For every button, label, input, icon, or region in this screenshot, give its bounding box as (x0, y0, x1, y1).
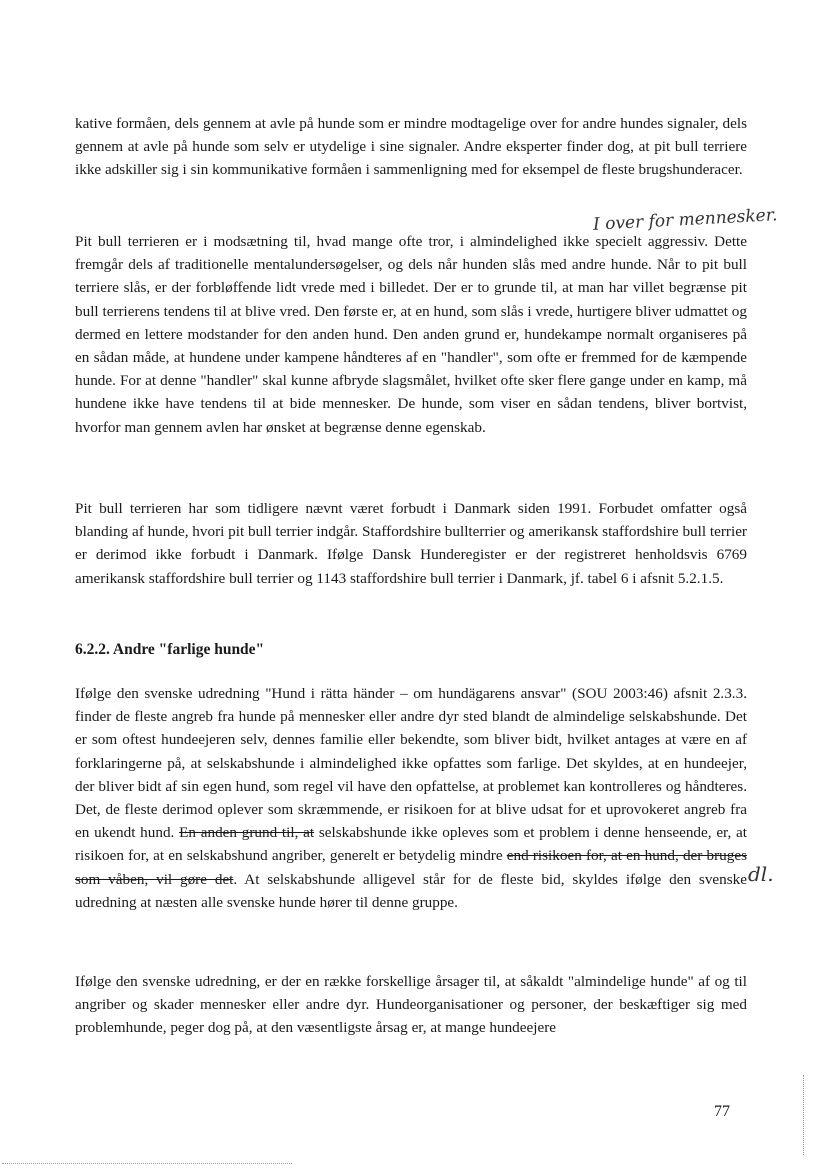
paragraph-4 (75, 682, 747, 914)
paragraph-5: Ifølge den svenske udredning, er der en række forskellige årsager til, at såkaldt "almindelige hunde" af og til angriber og skader mennesker eller andre dyr. Hundeorganisationer og personer, der beskæftiger sig med problemhunde, peger dog på, at den væsentligste årsag er, at mange hundeejere (75, 973, 747, 1037)
scan-bottom-mark (2, 1163, 292, 1165)
paragraph-1: kative formåen, dels gennem at avle på hunde som er mindre modtagelige over for andre hundes signaler, dels gennem at avle på hunde som selv er utydelige i sine signaler. Andre eksperter finder dog, at pit bull terriere ikke adskiller sig i sin kommunikative formåen i sammenligning med for eksempel de fleste brugshunderacer. (75, 115, 747, 179)
struck-text-1: En anden grund til, at (179, 824, 315, 842)
paragraph-4-text-c: . At selskabshunde alligevel står for de fleste bid, skyldes ifølge den svenske udredning at næsten alle svenske hunde hører til denne gruppe. (75, 870, 747, 911)
paragraph-4-text-b: selskabshunde ikke opleves som et problem i denne henseende, er, at risikoen for, at en selskabshund angriber, generelt er betydelig mindre (75, 824, 748, 865)
paragraph-2: Pit bull terrieren er i modsætning til, hvad mange ofte tror, i almindelighed ikke specielt aggressiv. Dette fremgår dels af traditionelle mentalundersøgelser, og dels når hunden slås med andre hunde. Når to pit bull terriere slås, er der forbløffende lidt vrede med i billedet. Der er to grunde til, at man har villet begrænse pit bull terrierens tendens til at blive vred. Den første er, at en hund, som slås i vrede, hurtigere bliver udmattet og dermed en lettere modstander for den anden hund. Den anden grund er, hundekampe normalt organiseres på en sådan måde, at hundene under kampene håndteres af en "handler", som ofte er fremmed for de kæmpende hunde. For at denne "handler" skal kunne afbryde slagsmålet, hvilket ofte sker flere gange under en kamp, må hundene ikke have tendens til at bide mennesker. De hunde, som viser en sådan tendens, bliver bortvist, hvorfor man gennem avlen har ønsket at begrænse denne egenskab. (75, 233, 747, 436)
struck-text-2: end risikoen for, at en hund, der bruges som våben, vil gøre det (75, 847, 747, 888)
paragraph-3: Pit bull terrieren har som tidligere nævnt været forbudt i Danmark siden 1991. Forbudet omfatter også blanding af hunde, hvori pit bull terrier indgår. Staffordshire bullterrier og amerikansk staffordshire bull terrier er derimod ikke forbudt i Danmark. Ifølge Dansk Hunderegister er der registreret henholdsvis 6769 amerikansk staffordshire bull terrier og 1143 staffordshire bull terrier i Danmark, jf. tabel 6 i afsnit 5.2.1.5. (75, 500, 747, 587)
section-heading: 6.2.2. Andre "farlige hunde" (75, 641, 265, 658)
page-number: 77 (714, 1103, 730, 1120)
handwritten-note-1: I over for mennesker. (592, 205, 778, 235)
scan-margin-mark (803, 1075, 807, 1155)
paragraph-4-text-a: Ifølge den svenske udredning "Hund i rätta händer – om hundägarens ansvar" (SOU 2003:46) afsnit 2.3.3. finder de fleste angreb fra hunde på mennesker eller andre dyr sted blandt de almindelige selskabshunde. Det er som oftest hundeejeren selv, dennes familie eller bekendte, som bliver bidt, hvilket antages at være en af forklaringerne på, at selskabshunde i almindelighed ikke opfattes som farlige. Det skyldes, at en hundeejer, der bliver bidt af sin egen hund, som regel vil have den opfattelse, at problemet kan kontrolleres og håndteres. Det, de fleste derimod oplever som skræmmende, er risikoen for at blive udsat for et uprovokeret angreb fra en ukendt hund. (75, 685, 747, 842)
handwritten-note-2: dl. (748, 862, 774, 886)
